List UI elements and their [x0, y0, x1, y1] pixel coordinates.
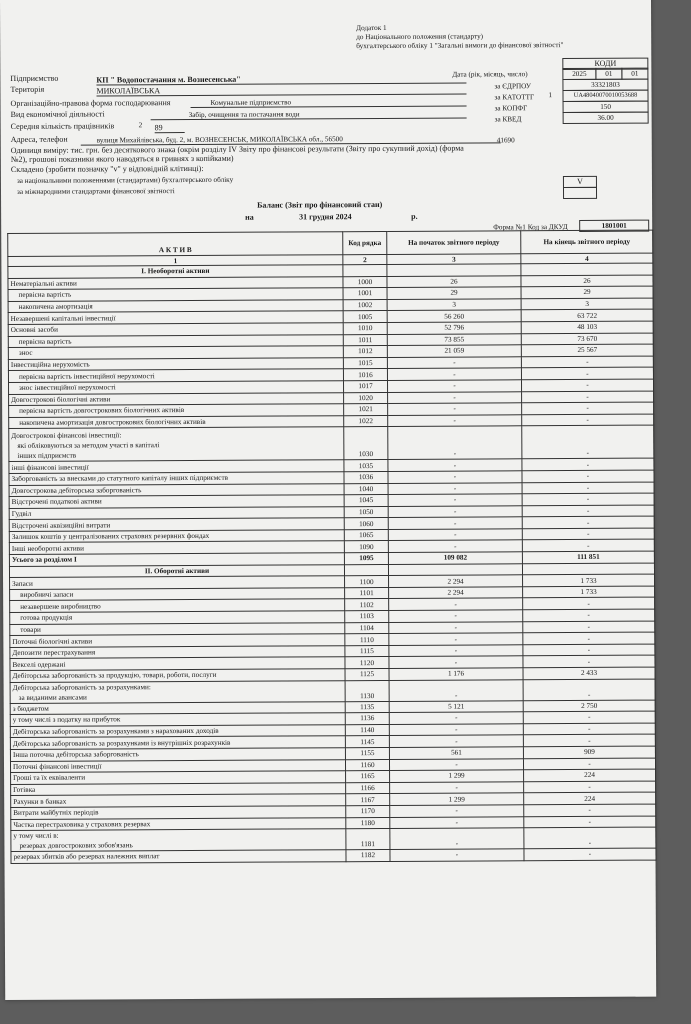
row-value-end: -	[523, 679, 655, 701]
employees-value: 89	[155, 123, 185, 133]
row-value-start: -	[388, 391, 522, 403]
employees-label: Середня кількість працівників	[10, 121, 115, 131]
row-label: виробничі запаси	[10, 588, 345, 601]
edrpou-label: за ЄДРПОУ	[494, 82, 532, 91]
row-label: Запаси	[10, 576, 345, 589]
index-2: 2	[343, 254, 387, 264]
row-value-end: 63 722	[521, 309, 653, 321]
report-date-prefix: на	[245, 212, 254, 222]
row-label-line: у тому числі в:	[13, 831, 59, 841]
row-code: 1045	[344, 495, 388, 507]
row-value-start: 2 294	[389, 575, 523, 587]
row-value-end: -	[522, 493, 654, 505]
row-value-start: -	[387, 380, 521, 392]
row-label: Дебіторська заборгованість за розрахунками із внутрішніх розрахунків	[10, 736, 345, 749]
section-title-1: І. Необоротні активи	[8, 265, 343, 278]
row-value-start: 109 082	[388, 552, 522, 564]
header-code: Код рядка	[343, 231, 387, 254]
kopfg-label: за КОПФГ	[494, 104, 528, 113]
date-month: 01	[595, 68, 622, 80]
unit-line-2: №2), грошові показники якого наводяться в гривнях з копійками)	[10, 153, 234, 164]
row-value-end: -	[524, 816, 656, 828]
row-label: з бюджетом	[10, 701, 345, 714]
row-value-end: -	[524, 827, 656, 849]
row-label: первісна вартість інвестиційної нерухомості	[8, 369, 343, 382]
row-value-start: 56 260	[387, 310, 521, 322]
form-label: Форма №1 Код за ДКУД	[493, 223, 568, 232]
row-value-end: 2 750	[523, 700, 655, 712]
row-value-end: -	[522, 528, 654, 540]
row-code: 1104	[345, 622, 389, 634]
row-value-end: -	[523, 621, 655, 633]
table-row	[9, 425, 654, 461]
row-label: готова продукція	[10, 611, 345, 624]
row-value-start: 1 176	[389, 668, 523, 680]
row-label	[9, 427, 344, 462]
row-label: Поточні фінансові інвестиції	[10, 759, 345, 772]
row-value-end: 111 851	[522, 551, 654, 563]
row-code: 1167	[346, 794, 390, 806]
legal-form-value: Комунальне підприємство	[191, 98, 467, 108]
row-code: 1100	[345, 576, 389, 588]
row-label: Інвестиційна нерухомість	[8, 357, 343, 370]
standard-international: за міжнародними стандартами фінансової звітності	[16, 187, 175, 196]
row-code: 1115	[345, 645, 389, 657]
row-code: 1030	[344, 427, 388, 460]
row-label	[11, 829, 346, 852]
row-value-end: 48 103	[521, 321, 653, 333]
row-label: Частка перестраховика у страхових резервах	[11, 817, 346, 830]
row-label: Рахунки в банках	[11, 794, 346, 807]
row-value-end: -	[523, 609, 655, 621]
row-value-end: -	[521, 379, 653, 391]
row-label-line: Довгострокові фінансові інвестиції:	[11, 431, 122, 441]
row-label: Основні засоби	[8, 323, 343, 336]
row-label: Заборгованість за внесками до статутного капіталу інших підприємств	[9, 472, 344, 485]
compiled-label: Складено (зробити позначку "v" у відповідній клітинці):	[10, 163, 204, 174]
row-label: Векселі одержані	[10, 657, 345, 670]
kved-label: за КВЕД	[494, 115, 522, 124]
row-value-end: 73 670	[521, 333, 653, 345]
index-1: 1	[8, 255, 343, 267]
row-code: 1166	[346, 782, 390, 794]
territory-label: Територія	[10, 84, 45, 94]
employees-mark: 2	[138, 121, 143, 130]
row-value-start: 26	[387, 275, 521, 287]
row-label: Поточні біологічні активи	[10, 634, 345, 647]
row-value-start: -	[388, 529, 522, 541]
row-value-end: -	[523, 644, 655, 656]
row-label: Нематеріальні активи	[8, 276, 343, 289]
row-code: 1110	[345, 634, 389, 646]
row-code: 1090	[344, 541, 388, 553]
row-code: 1020	[344, 392, 388, 404]
row-code: 1180	[346, 817, 390, 829]
row-value-start: -	[390, 828, 524, 850]
row-value-end: 29	[521, 286, 653, 298]
row-value-end: -	[522, 391, 654, 403]
row-label: первісна вартість	[8, 288, 343, 301]
row-label: Незавершені капітальні інвестиції	[8, 311, 343, 324]
row-value-start: -	[388, 414, 522, 426]
row-value-start: 29	[387, 287, 521, 299]
row-value-end: -	[521, 367, 653, 379]
row-label: Гудвіл	[9, 506, 344, 519]
form-code: 1801001	[579, 220, 649, 232]
row-value-start: -	[388, 494, 522, 506]
table-header-row	[8, 230, 653, 256]
row-value-start: 21 059	[387, 345, 521, 357]
report-title: Баланс (Звіт про фінансовий стан)	[257, 200, 383, 210]
row-code: 1002	[343, 299, 387, 311]
unit-line-1: Одиниця виміру: тис. грн. без десяткового знака (окрім розділу IV Звіту про фінансові результати (Звіту про сукупний дохід) (форма	[10, 143, 464, 155]
row-label	[10, 680, 345, 703]
row-code: 1017	[343, 380, 387, 392]
index-4: 4	[521, 253, 653, 264]
row-code: 1000	[343, 276, 387, 288]
row-code: 1021	[344, 404, 388, 416]
row-label-line: які обліковуються за методом участі в капіталі	[17, 441, 160, 451]
row-value-end: -	[522, 425, 654, 459]
row-code: 1050	[344, 506, 388, 518]
row-value-start: -	[389, 758, 523, 770]
kved-value: 36.00	[563, 112, 649, 124]
row-label: первісна вартість довгострокових біологічних активів	[9, 404, 344, 417]
row-value-start: -	[390, 782, 524, 794]
row-code: 1095	[344, 553, 388, 565]
row-value-start: -	[390, 816, 524, 828]
national-standard-checkbox: V	[563, 176, 597, 188]
row-value-start: -	[388, 482, 522, 494]
row-value-start: -	[389, 633, 523, 645]
row-value-start: -	[389, 598, 523, 610]
row-value-start: -	[388, 540, 522, 552]
row-label: Дебіторська заборгованість за розрахунками з нарахованих доходів	[10, 724, 345, 737]
row-value-start: -	[389, 735, 523, 747]
row-label: Депозити перестрахування	[10, 646, 345, 659]
row-value-end: -	[522, 540, 654, 552]
date-day: 01	[621, 68, 648, 80]
row-code: 1170	[346, 805, 390, 817]
row-code: 1040	[344, 483, 388, 495]
appendix-line-2: до Національного положення (стандарту)	[356, 32, 484, 42]
row-label: Відстрочені податкові активи	[9, 495, 344, 508]
row-label: товари	[10, 622, 345, 635]
row-label-line: за виданими авансами	[18, 693, 87, 702]
row-code: 1060	[344, 518, 388, 530]
row-value-start: -	[390, 849, 524, 861]
row-label: Інша поточна дебіторська заборгованість	[10, 748, 345, 761]
row-value-end: 2 433	[523, 667, 655, 679]
row-code: 1035	[344, 460, 388, 472]
date-year: 2025	[562, 68, 596, 80]
row-label: інші фінансові інвестиції	[9, 460, 344, 473]
section-title-2: ІІ. Оборотні активи	[9, 564, 344, 577]
row-value-start: 1 299	[390, 770, 524, 782]
katottg-mark: 1	[548, 91, 553, 100]
row-value-start: -	[387, 368, 521, 380]
row-code: 1012	[343, 346, 387, 358]
row-label: накопичена амортизація	[8, 299, 343, 312]
appendix-line-3: бухгалтерського обліку 1 "Загальні вимоги до фінансової звітності"	[356, 41, 564, 51]
enterprise-label: Підприємство	[10, 73, 59, 83]
row-label: накопичена амортизація довгострокових біологічних активів	[9, 415, 344, 428]
row-code: 1101	[345, 587, 389, 599]
kopfg-value: 150	[563, 101, 649, 113]
header-end: На кінець звітного періоду	[521, 230, 653, 254]
row-label: Інші необоротні активи	[9, 541, 344, 554]
header-start: На початок звітного періоду	[387, 231, 521, 255]
row-value-start: -	[389, 656, 523, 668]
row-value-end: 25 567	[521, 344, 653, 356]
row-code: 1165	[346, 771, 390, 783]
row-value-end: 224	[524, 792, 656, 804]
row-label: у тому числі з податку на прибуток	[10, 713, 345, 726]
row-value-start: -	[388, 426, 522, 460]
row-label: Дебіторська заборгованість за продукцію, товари, роботи, послуги	[10, 669, 345, 682]
row-value-end: -	[523, 723, 655, 735]
row-label: Залишок коштів у централізованих страхових резервних фондах	[9, 530, 344, 543]
row-code: 1125	[345, 668, 389, 680]
row-value-start: 5 121	[389, 700, 523, 712]
row-code: 1140	[345, 724, 389, 736]
row-value-end: -	[521, 356, 653, 368]
row-label: Довгострокові біологічні активи	[9, 392, 344, 405]
row-value-end: -	[522, 470, 654, 482]
row-code: 1103	[345, 611, 389, 623]
territory-value: МИКОЛАЇВСЬКА	[96, 85, 466, 97]
row-value-start: -	[389, 645, 523, 657]
row-label: Відстрочені аквізиційні витрати	[9, 518, 344, 531]
row-value-start: 1 299	[390, 793, 524, 805]
row-label-line: інших підприємств	[17, 451, 77, 461]
balance-table	[7, 230, 656, 864]
report-date-suffix: р.	[411, 211, 418, 221]
row-code: 1135	[345, 701, 389, 713]
row-label: знос	[8, 346, 343, 359]
row-value-start: -	[389, 610, 523, 622]
appendix-line-1: Додаток 1	[356, 23, 387, 33]
row-value-end: -	[522, 516, 654, 528]
codes-header: КОДИ	[562, 58, 648, 70]
row-label: Готівка	[11, 782, 346, 795]
row-value-end: -	[523, 598, 655, 610]
row-value-end: -	[522, 458, 654, 470]
row-label: знос інвестиційної нерухомості	[9, 381, 344, 394]
row-value-end: -	[524, 804, 656, 816]
row-code: 1015	[343, 357, 387, 369]
header-asset: А К Т И В	[8, 232, 343, 257]
row-label: первісна вартість	[8, 334, 343, 347]
row-value-end: -	[522, 414, 654, 426]
katottg-value: UA48040070010053688	[562, 90, 648, 102]
row-value-end: 909	[523, 746, 655, 758]
row-code: 1011	[343, 334, 387, 346]
katottg-label: за КАТОТТГ	[494, 93, 535, 102]
row-value-end: -	[523, 758, 655, 770]
row-value-start: -	[389, 724, 523, 736]
row-code: 1016	[343, 369, 387, 381]
row-label-line: резервах довгострокових зобов'язань	[19, 841, 133, 851]
activity-label: Вид економічної діяльності	[10, 109, 105, 119]
row-value-end: -	[524, 781, 656, 793]
row-value-end: -	[522, 505, 654, 517]
row-label-line: Дебіторська заборгованість за розрахунками:	[12, 682, 151, 692]
row-value-start: -	[389, 679, 523, 701]
row-value-end: -	[523, 655, 655, 667]
row-code: 1182	[346, 850, 390, 862]
row-code: 1102	[345, 599, 389, 611]
standard-national: за національними положеннями (стандартами) бухгалтерського обліку	[16, 175, 234, 185]
enterprise-name: КП " Водопостачання м. Вознесенська"	[96, 74, 466, 86]
row-value-start: -	[388, 403, 522, 415]
row-value-start: 73 855	[387, 333, 521, 345]
row-value-start: -	[388, 459, 522, 471]
row-code: 1010	[343, 322, 387, 334]
row-code: 1181	[346, 829, 390, 850]
row-value-end: -	[522, 482, 654, 494]
row-code: 1155	[345, 747, 389, 759]
date-label: Дата (рік, місяць, число)	[452, 70, 528, 79]
row-value-start: -	[388, 505, 522, 517]
row-value-end: -	[522, 402, 654, 414]
row-code: 1145	[345, 736, 389, 748]
row-value-end: 224	[524, 769, 656, 781]
row-value-start: 2 294	[389, 587, 523, 599]
index-3: 3	[387, 254, 521, 265]
row-value-start: 561	[389, 747, 523, 759]
row-code: 1036	[344, 471, 388, 483]
row-value-end: 1 733	[523, 586, 655, 598]
address-label: Адреса, телефон	[10, 134, 68, 144]
phone-value: 41690	[496, 136, 515, 145]
row-code: 1005	[343, 311, 387, 323]
row-label: Гроші та їх еквіваленти	[11, 771, 346, 784]
row-value-end: -	[523, 734, 655, 746]
row-value-end: 3	[521, 298, 653, 310]
row-value-start: -	[388, 517, 522, 529]
row-code: 1001	[343, 288, 387, 300]
international-standard-checkbox	[563, 187, 597, 199]
row-value-end: -	[523, 711, 655, 723]
row-value-end: 26	[521, 275, 653, 287]
row-value-start: 52 796	[387, 322, 521, 334]
row-value-start: 3	[387, 299, 521, 311]
row-code: 1120	[345, 657, 389, 669]
row-value-start: -	[390, 805, 524, 817]
row-label: резервах збитків або резервах належних виплат	[11, 850, 346, 863]
row-value-start: -	[388, 471, 522, 483]
row-value-end: -	[523, 632, 655, 644]
edrpou-value: 33321803	[562, 79, 648, 91]
row-value-start: -	[387, 357, 521, 369]
row-value-end: -	[524, 848, 656, 860]
row-label: Усього за розділом І	[9, 553, 344, 566]
address-value: вулиця Михайлівська, буд. 2, м. ВОЗНЕСЕНСЬК, МИКОЛАЇВСЬКА обл., 56500	[81, 134, 501, 145]
row-value-start: -	[389, 712, 523, 724]
row-code: 1022	[344, 415, 388, 427]
row-label: незавершене виробництво	[10, 599, 345, 612]
row-code: 1136	[345, 713, 389, 725]
row-value-start: -	[389, 621, 523, 633]
row-label: Витрати майбутніх періодів	[11, 806, 346, 819]
report-date: 31 грудня 2024	[299, 212, 352, 222]
row-code: 1130	[345, 680, 389, 701]
row-value-end: 1 733	[523, 574, 655, 586]
row-code: 1065	[344, 529, 388, 541]
activity-value: Забір, очищення та постачання води	[151, 110, 467, 121]
row-code: 1160	[345, 759, 389, 771]
row-label: Довгострокова дебіторська заборгованість	[9, 483, 344, 496]
legal-form-label: Організаційно-правова форма господарювання	[10, 98, 171, 108]
